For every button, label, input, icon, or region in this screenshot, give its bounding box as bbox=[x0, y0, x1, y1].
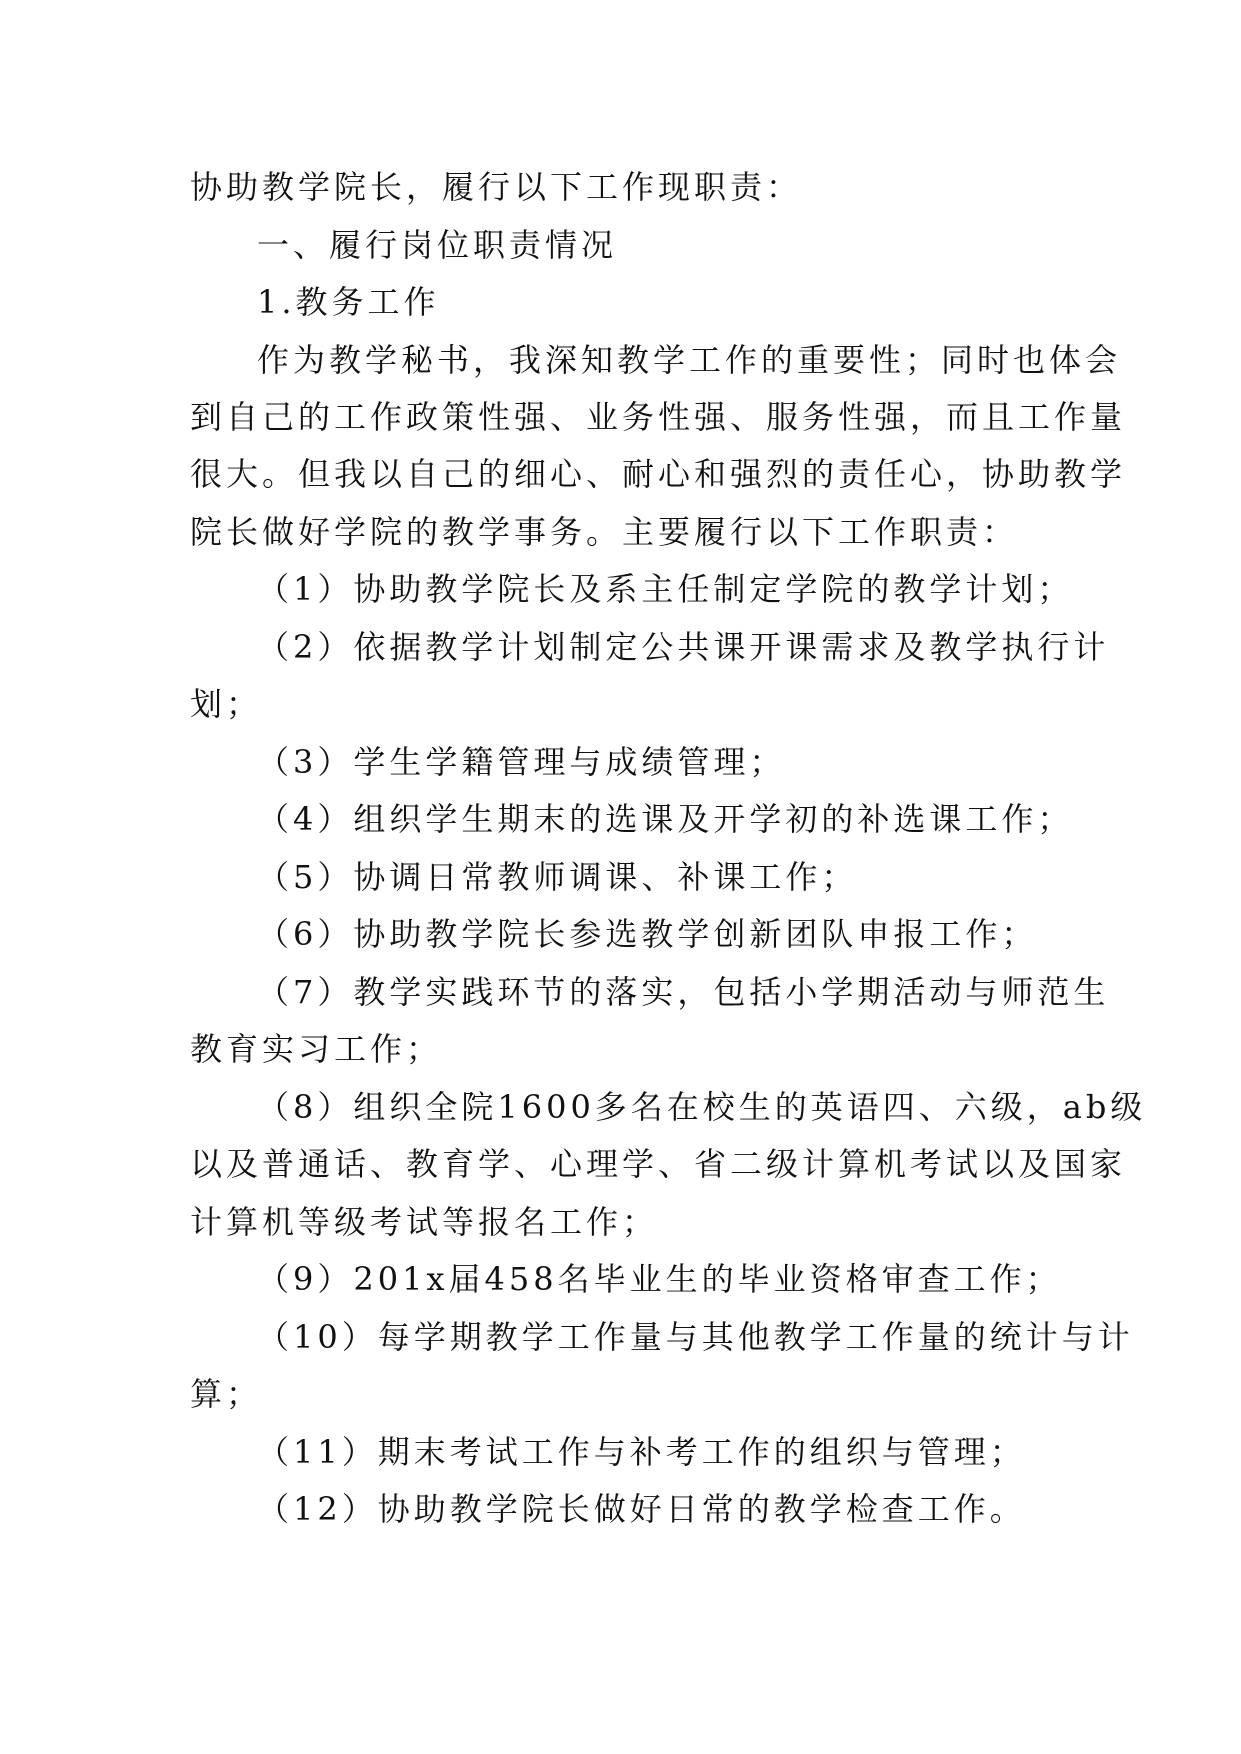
section-heading: 一、履行岗位职责情况 bbox=[257, 226, 618, 264]
list-item-2: （2）依据教学计划制定公共课开课需求及教学执行计 bbox=[257, 628, 1110, 666]
paragraph-line: 作为教学秘书，我深知教学工作的重要性；同时也体会 bbox=[257, 341, 1122, 379]
list-item-9: （9）201x届458名毕业生的毕业资格审查工作； bbox=[257, 1260, 1062, 1298]
list-item-8-cont: 计算机等级考试等报名工作； bbox=[190, 1203, 659, 1241]
list-item-10-cont: 算； bbox=[190, 1375, 263, 1413]
subsection-heading: 1.教务工作 bbox=[257, 283, 440, 321]
list-item-2-cont: 划； bbox=[190, 685, 263, 723]
list-item-1: （1）协助教学院长及系主任制定学院的教学计划； bbox=[257, 570, 1074, 608]
list-item-6: （6）协助教学院长参选教学创新团队申报工作； bbox=[257, 915, 1038, 953]
paragraph-line: 院长做好学院的教学事务。主要履行以下工作职责： bbox=[190, 513, 1019, 551]
list-item-3: （3）学生学籍管理与成绩管理； bbox=[257, 743, 786, 781]
list-item-7-cont: 教育实习工作； bbox=[190, 1030, 443, 1068]
text-line-1: 协助教学院长，履行以下工作现职责： bbox=[190, 168, 803, 206]
list-item-8: （8）组织全院1600多名在校生的英语四、六级，ab级 bbox=[257, 1088, 1147, 1126]
list-item-11: （11）期末考试工作与补考工作的组织与管理； bbox=[257, 1433, 1026, 1471]
list-item-8-cont: 以及普通话、教育学、心理学、省二级计算机考试以及国家 bbox=[190, 1145, 1127, 1183]
paragraph-line: 很大。但我以自己的细心、耐心和强烈的责任心，协助教学 bbox=[190, 455, 1127, 493]
list-item-4: （4）组织学生期末的选课及开学初的补选课工作； bbox=[257, 800, 1074, 838]
paragraph-line: 到自己的工作政策性强、业务性强、服务性强，而且工作量 bbox=[190, 398, 1127, 436]
list-item-7: （7）教学实践环节的落实，包括小学期活动与师范生 bbox=[257, 973, 1110, 1011]
list-item-12: （12）协助教学院长做好日常的教学检查工作。 bbox=[257, 1490, 1026, 1528]
list-item-5: （5）协调日常教师调课、补课工作； bbox=[257, 858, 858, 896]
list-item-10: （10）每学期教学工作量与其他教学工作量的统计与计 bbox=[257, 1318, 1134, 1356]
